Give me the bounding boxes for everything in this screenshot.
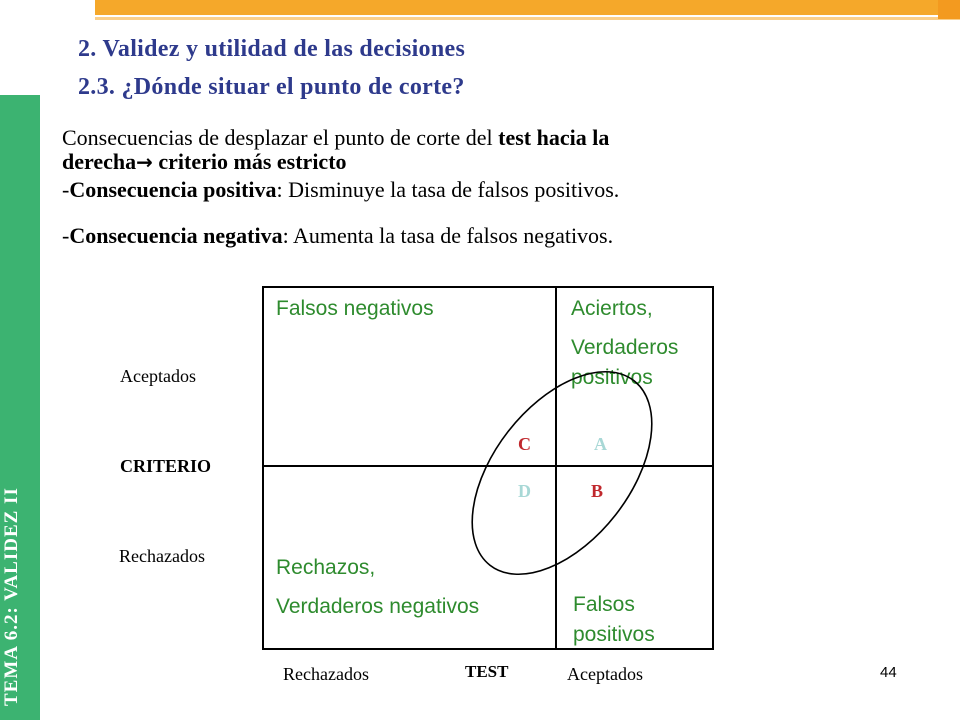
page-number: 44 [880,664,897,681]
side-topic-label: TEMA 6.2: VALIDEZ II [1,487,22,706]
cell-true-positives: Verdaderos positivos [571,336,679,389]
letter-b: B [591,481,604,501]
neg-rest: : Aumenta la tasa de falsos negativos. [282,223,614,248]
cell-false-negatives: Falsos negativos [276,297,434,320]
test-axis-label: TEST [465,662,509,681]
criterion-accepted-label: Aceptados [120,366,196,386]
letter-d: D [518,481,531,501]
cell-true-negatives: Verdaderos negativos [276,595,480,618]
letter-a: A [594,434,607,454]
intro-bold: test hacia la [498,125,610,150]
pos-rest: : Disminuye la tasa de falsos positivos. [276,177,620,202]
cell-false-positives: Falsos positivos [573,593,655,646]
arrow-right-icon: → [136,150,153,174]
pos-bold: Consecuencia positiva [69,177,277,202]
intro-line2-bold: derecha [62,149,137,174]
test-rejected-label: Rechazados [283,664,369,684]
intro-prefix: Consecuencias de desplazar el punto de corte del [62,125,499,150]
cell-hits-label: Aciertos, [571,297,653,320]
criterion-axis-label: CRITERIO [120,456,212,476]
intro-line2-rest: criterio más estricto [152,149,347,174]
cell-rejections-label: Rechazos, [276,556,376,579]
neg-bold: Consecuencia negativa [69,223,283,248]
criterion-rejected-label: Rechazados [119,546,205,566]
letter-c: C [518,434,531,454]
pos-dash: - [62,177,70,202]
test-accepted-label: Aceptados [567,664,643,684]
neg-dash: - [62,223,70,248]
subsection-title: 2.3. ¿Dónde situar el punto de corte? [78,74,465,100]
section-title: 2. Validez y utilidad de las decisiones [78,36,466,62]
